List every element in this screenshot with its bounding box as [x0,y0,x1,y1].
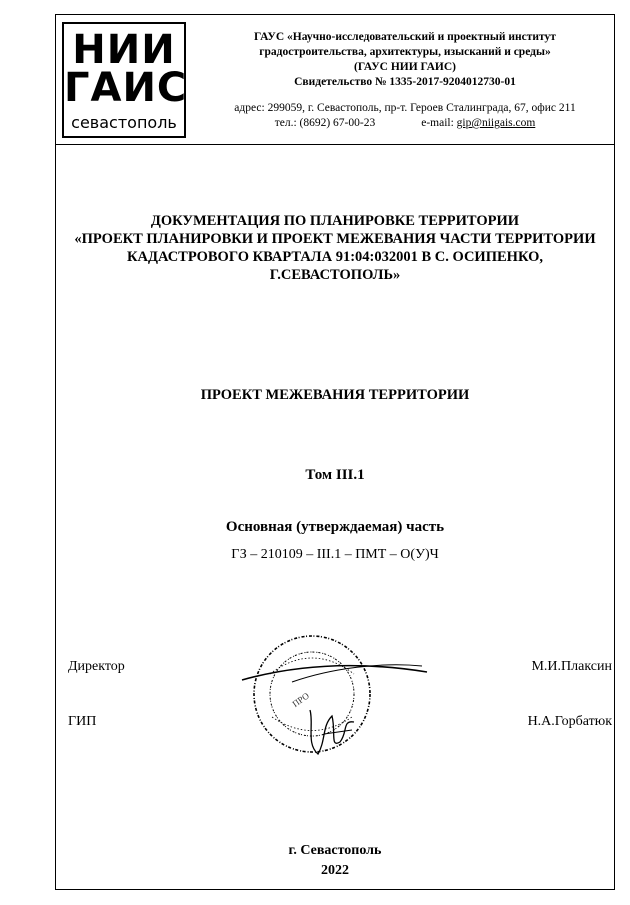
org-line-1: ГАУС «Научно-исследовательский и проектный институт [254,31,556,43]
title-line-1: ДОКУМЕНТАЦИЯ ПО ПЛАНИРОВКЕ ТЕРРИТОРИИ [150,213,520,229]
org-certificate: Свидетельство № 1335-2017-9204012730-01 [294,76,516,88]
address: адрес: 299059, г. Севастополь, пр-т. Героев Сталинграда, 67, офис 211 [234,102,576,114]
footer-year: 2022 [321,863,349,878]
email-group [421,116,535,131]
email-link[interactable]: gip@niigais.com [456,117,536,129]
volume-label: Том III.1 [305,467,365,483]
email-label: e-mail: [421,117,454,129]
title-line-2: «ПРОЕКТ ПЛАНИРОВКИ И ПРОЕКТ МЕЖЕВАНИЯ ЧАСТИ ТЕРРИТОРИИ [74,231,596,247]
organization-block [200,30,610,90]
logo-text-bottom: севастополь [71,113,177,132]
part-label: Основная (утверждаемая) часть [225,519,445,535]
director-signature [242,666,427,680]
contacts-block [200,101,610,131]
logo-text-top: НИИ [72,27,176,73]
director-label: Директор [68,659,125,674]
phone: тел.: (8692) 67-00-23 [274,117,376,129]
round-stamp [254,636,370,752]
header-divider [55,144,615,145]
document-code: ГЗ – 210109 – III.1 – ПМТ – О(У)Ч [231,547,439,562]
gip-label: ГИП [68,714,97,729]
document-subtitle: ПРОЕКТ МЕЖЕВАНИЯ ТЕРРИТОРИИ [200,387,470,403]
company-logo [62,22,186,138]
gip-signature-underline [324,730,352,734]
director-name: М.И.Плаксин [531,659,612,674]
document-title [60,212,610,284]
gip-name: Н.А.Горбатюк [527,714,612,729]
org-line-2: градостроительства, архитектуры, изысканий и среды» [259,46,551,58]
gip-signature [310,710,354,754]
contacts-row [200,116,610,131]
stamp-and-signatures [232,622,432,772]
footer-city: г. Севастополь [288,843,382,858]
org-line-3: (ГАУС НИИ ГАИС) [354,61,456,73]
title-line-3: КАДАСТРОВОГО КВАРТАЛА 91:04:032001 В С. ОСИПЕНКО, [126,249,543,265]
logo-text-middle: ГАИС [64,65,188,111]
stamp-text: ПРО [290,690,311,710]
title-line-4: Г.СЕВАСТОПОЛЬ» [269,267,401,283]
